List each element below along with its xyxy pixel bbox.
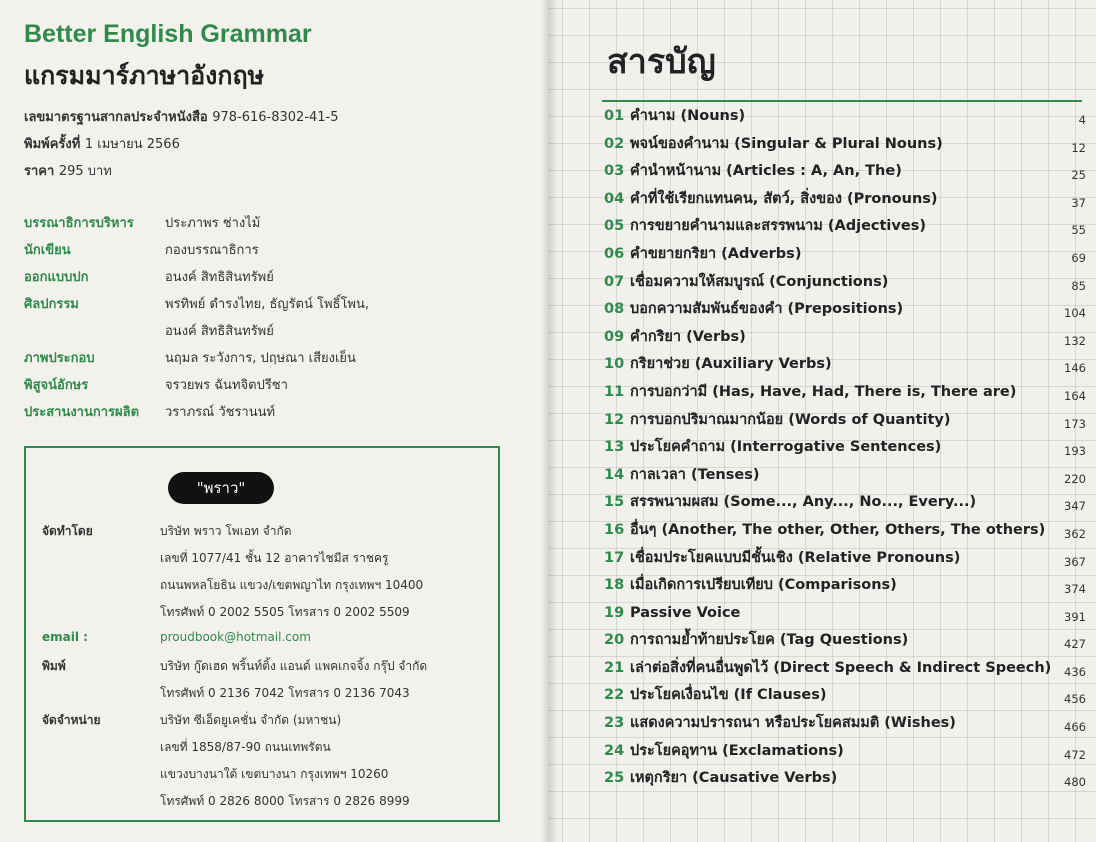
toc-page-number: 466 — [1064, 720, 1086, 735]
toc-chapter-title: เมื่อเกิดการเปรียบเทียบ (Comparisons) — [630, 577, 897, 594]
toc-chapter-number: 24 — [604, 742, 625, 759]
toc-chapter-title: เล่าต่อสิ่งที่คนอื่นพูดไว้ (Direct Speech & Indirect Speech) — [630, 659, 1052, 676]
toc-chapter-number: 22 — [604, 687, 625, 704]
toc-chapter-title: เหตุกริยา (Causative Verbs) — [630, 770, 838, 787]
toc-item — [604, 103, 1086, 131]
toc-page-number: 480 — [1064, 775, 1086, 790]
credit-role — [24, 318, 165, 345]
price-line: ราคา 295 บาท — [24, 164, 112, 179]
toc-page-number: 85 — [1071, 278, 1086, 293]
toc-chapter-title: คำนำหน้านาม (Articles : A, An, The) — [630, 163, 902, 180]
toc-item — [604, 407, 1086, 435]
toc-item — [604, 517, 1086, 545]
toc-chapter-number: 10 — [604, 356, 625, 373]
toc-page-number: 12 — [1071, 140, 1086, 155]
toc-chapter-number: 15 — [604, 494, 625, 511]
toc-chapter-number: 25 — [604, 770, 625, 787]
toc-chapter-number: 23 — [604, 715, 625, 732]
isbn-line: เลขมาตรฐานสากลประจำหนังสือ 978-616-8302-41-5 — [24, 110, 339, 125]
toc-item — [604, 710, 1086, 738]
toc-page-number: 25 — [1071, 168, 1086, 183]
toc-item — [604, 186, 1086, 214]
publication-meta — [24, 106, 339, 187]
credit-name: นฤมล ระวังการ, ปฤษณา เสียงเย็น — [165, 351, 356, 366]
toc-chapter-number: 07 — [604, 273, 625, 290]
toc-item — [604, 296, 1086, 324]
toc-page-number: 374 — [1064, 582, 1086, 597]
toc-chapter-title: Passive Voice — [630, 604, 741, 621]
credit-row — [24, 372, 369, 399]
toc-chapter-number: 18 — [604, 577, 625, 594]
toc-page-number: 37 — [1071, 195, 1086, 210]
toc-page-number: 69 — [1071, 250, 1086, 265]
publisher-logo: "พราว" — [168, 472, 274, 504]
credit-row — [24, 318, 369, 345]
toc-page-number: 367 — [1064, 554, 1086, 569]
toc-chapter-number: 05 — [604, 218, 625, 235]
toc-item — [604, 131, 1086, 159]
toc-item — [604, 379, 1086, 407]
credit-name: อนงค์ สิทธิสินทรัพย์ — [165, 270, 274, 285]
toc-item — [604, 241, 1086, 269]
toc-page-number: 427 — [1064, 637, 1086, 652]
toc-page-number: 55 — [1071, 223, 1086, 238]
toc-page-number: 104 — [1064, 306, 1086, 321]
toc-chapter-number: 13 — [604, 439, 625, 456]
toc-item — [604, 682, 1086, 710]
toc-chapter-title: ประโยคคำถาม (Interrogative Sentences) — [630, 439, 942, 456]
toc-chapter-title: คำที่ใช้เรียกแทนคน, สัตว์, สิ่งของ (Pronouns) — [630, 190, 938, 207]
printer-row: พิมพ์ บริษัท กู๊ดเฮด พริ้นท์ติ้ง แอนด์ แพคเกจจิ้ง กรุ๊ป จำกัด โทรศัพท์ 0 2136 7042 โทรสาร 0 2136 7043 — [42, 659, 428, 700]
credit-role: บรรณาธิการบริหาร — [24, 216, 134, 231]
toc-chapter-number: 04 — [604, 190, 625, 207]
toc-chapter-number: 14 — [604, 466, 625, 483]
toc-page-number: 347 — [1064, 499, 1086, 514]
toc-chapter-title: คำนาม (Nouns) — [630, 108, 746, 124]
toc-page-number: 164 — [1064, 388, 1086, 403]
book-title-english: Better English Grammar — [24, 20, 312, 48]
credit-role: นักเขียน — [24, 243, 71, 258]
toc-item — [604, 462, 1086, 490]
toc-chapter-title: การบอกปริมาณมากน้อย (Words of Quantity) — [630, 411, 951, 428]
toc-page-number: 193 — [1064, 444, 1086, 459]
edition-line: พิมพ์ครั้งที่ 1 เมษายน 2566 — [24, 137, 180, 152]
toc-chapter-title: คำกริยา (Verbs) — [630, 328, 746, 345]
credit-name: อนงค์ สิทธิสินทรัพย์ — [165, 324, 274, 339]
toc-chapter-title: พจน์ของคำนาม (Singular & Plural Nouns) — [630, 135, 943, 152]
toc-item — [604, 158, 1086, 186]
toc-chapter-number: 11 — [604, 383, 625, 400]
toc-title: สารบัญ — [607, 42, 716, 82]
toc-chapter-title: คำขยายกริยา (Adverbs) — [630, 245, 802, 262]
toc-item — [604, 600, 1086, 628]
toc-chapter-number: 21 — [604, 659, 625, 676]
toc-divider — [602, 100, 1082, 102]
toc-item — [604, 213, 1086, 241]
toc-item — [604, 627, 1086, 655]
toc-chapter-number: 17 — [604, 549, 625, 566]
credit-row — [24, 345, 369, 372]
toc-chapter-title: บอกความสัมพันธ์ของคำ (Prepositions) — [630, 301, 904, 318]
toc-item — [604, 489, 1086, 517]
toc-item — [604, 738, 1086, 766]
toc-page-number: 391 — [1064, 609, 1086, 624]
toc-chapter-number: 03 — [604, 163, 625, 180]
toc-chapter-number: 12 — [604, 411, 625, 428]
credit-role: ประสานงานการผลิต — [24, 405, 140, 420]
credit-role: ออกแบบปก — [24, 270, 89, 285]
imprint-box — [24, 446, 500, 822]
toc-page-number: 362 — [1064, 526, 1086, 541]
toc-item — [604, 434, 1086, 462]
credit-row — [24, 291, 369, 318]
toc-chapter-title: การถามย้ำท้ายประโยค (Tag Questions) — [630, 632, 909, 649]
toc-chapter-title: การขยายคำนามและสรรพนาม (Adjectives) — [630, 218, 926, 235]
toc-chapter-number: 01 — [604, 108, 625, 124]
producer-row: จัดทำโดย บริษัท พราว โพเอท จำกัด เลขที่ 1077/41 ชั้น 12 อาคารไชมีส ราชครู ถนนพหลโยธิน แขวง/เขตพญาไท กรุงเทพฯ 10400 โทรศัพท์ 0 2002 5505 โทรสาร 0 2002 5509 — [42, 524, 424, 619]
toc-page-number: 4 — [1078, 113, 1086, 127]
credit-role: ศิลปกรรม — [24, 297, 79, 312]
book-gutter — [540, 0, 558, 842]
credit-row — [24, 264, 369, 291]
toc-chapter-title: กริยาช่วย (Auxiliary Verbs) — [630, 356, 832, 373]
credit-row — [24, 210, 369, 237]
credit-name: กองบรรณาธิการ — [165, 243, 259, 258]
toc-page-number: 146 — [1064, 361, 1086, 376]
credit-name: พรทิพย์ ดำรงไทย, ธัญรัตน์ โพธิ์โพน, — [165, 297, 370, 312]
credit-role: พิสูจน์อักษร — [24, 378, 89, 393]
toc-chapter-title: อื่นๆ (Another, The other, Other, Others, The others) — [630, 521, 1046, 538]
distributor-row: จัดจำหน่าย บริษัท ซีเอ็ดยูเคชั่น จำกัด (มหาชน) เลขที่ 1858/87-90 ถนนเทพรัตน แขวงบางนาใต้ เขตบางนา กรุงเทพฯ 10260 โทรศัพท์ 0 2826 8000 โทรสาร 0 2826 8999 — [42, 713, 410, 808]
toc-item — [604, 545, 1086, 573]
toc-page-number: 132 — [1064, 333, 1086, 348]
toc-item — [604, 269, 1086, 297]
toc-chapter-number: 02 — [604, 135, 625, 152]
toc-page-number: 456 — [1064, 692, 1086, 707]
toc-item — [604, 324, 1086, 352]
toc-chapter-title: สรรพนามผสม (Some..., Any..., No..., Every...) — [630, 494, 977, 511]
toc-chapter-title: เชื่อมประโยคแบบมีชั้นเชิง (Relative Pronouns) — [630, 549, 961, 566]
toc-page-number: 472 — [1064, 747, 1086, 762]
toc-chapter-title: กาลเวลา (Tenses) — [630, 466, 760, 483]
toc-chapter-number: 06 — [604, 245, 625, 262]
credits-list — [24, 210, 369, 426]
toc-item — [604, 655, 1086, 683]
toc-chapter-title: การบอกว่ามี (Has, Have, Had, There is, There are) — [630, 383, 1017, 400]
toc-chapter-title: ประโยคอุทาน (Exclamations) — [630, 742, 844, 759]
toc-chapter-number: 20 — [604, 632, 625, 649]
credit-name: ประภาพร ช่างไม้ — [165, 216, 261, 231]
email-link[interactable]: proudbook@hotmail.com — [160, 630, 311, 644]
toc-chapter-title: เชื่อมความให้สมบูรณ์ (Conjunctions) — [630, 273, 889, 290]
toc-chapter-number: 16 — [604, 521, 625, 538]
toc-chapter-title: แสดงความปรารถนา หรือประโยคสมมติ (Wishes) — [630, 715, 956, 732]
credit-role: ภาพประกอบ — [24, 351, 95, 366]
toc-item — [604, 351, 1086, 379]
toc-page-number: 220 — [1064, 471, 1086, 486]
toc-chapter-number: 08 — [604, 301, 625, 318]
toc-chapter-number: 09 — [604, 328, 625, 345]
book-title-thai: แกรมมาร์ภาษาอังกฤษ — [24, 61, 265, 90]
toc-item — [604, 765, 1086, 793]
credit-row — [24, 237, 369, 264]
credit-name: วราภรณ์ วัชรานนท์ — [165, 405, 276, 420]
toc-page-number: 436 — [1064, 664, 1086, 679]
toc-item — [604, 572, 1086, 600]
credit-row — [24, 399, 369, 426]
toc-chapter-number: 19 — [604, 604, 625, 621]
toc-chapter-title: ประโยคเงื่อนไข (If Clauses) — [630, 687, 827, 704]
toc-list — [604, 103, 1086, 793]
credit-name: จรวยพร ฉันทจิตปรีชา — [165, 378, 288, 393]
toc-page-number: 173 — [1064, 416, 1086, 431]
email-row: email : proudbook@hotmail.com — [42, 630, 311, 657]
